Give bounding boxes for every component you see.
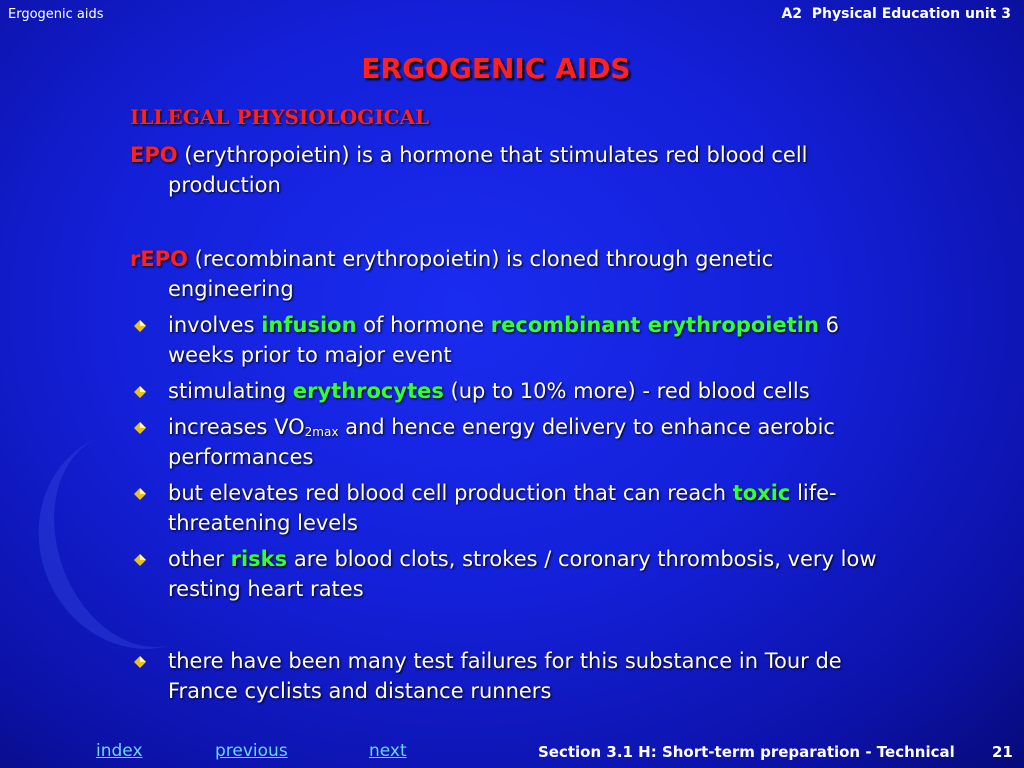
bullet-text: of hormone: [356, 313, 491, 337]
bullet-text: and hence energy delivery to enhance aerobic performances: [168, 415, 835, 469]
diamond-bullet-icon: [134, 386, 146, 398]
bullet-item: [130, 478, 900, 538]
diamond-bullet-icon: [134, 422, 146, 434]
spacer: [130, 200, 900, 236]
diamond-bullet-icon: [134, 320, 146, 332]
bullet-item: [130, 310, 900, 370]
repo-term: rEPO: [130, 247, 188, 271]
epo-text: (erythropoietin) is a hormone that stimulates red blood cell production: [168, 143, 808, 197]
bullet-text: stimulating: [168, 379, 293, 403]
bullet-highlight: recombinant erythropoietin: [490, 313, 819, 337]
next-link[interactable]: next: [369, 741, 407, 761]
repo-paragraph: [130, 244, 900, 304]
slide-content: [130, 100, 900, 706]
bullet-text: there have been many test failures for this substance in Tour de France cyclists and distance runners: [168, 649, 842, 703]
bullet-text: but elevates red blood cell production that can reach: [168, 481, 733, 505]
bullet-list: [130, 646, 900, 706]
bullet-highlight: erythrocytes: [292, 379, 444, 403]
diamond-bullet-icon: [134, 656, 146, 668]
bullet-highlight: toxic: [732, 481, 791, 505]
header-left-label: Ergogenic aids: [8, 7, 104, 22]
repo-text: (recombinant erythropoietin) is cloned through genetic engineering: [168, 247, 774, 301]
bullet-text: involves: [168, 313, 262, 337]
bullet-item: [130, 376, 900, 406]
subheading: ILLEGAL PHYSIOLOGICAL: [130, 105, 430, 129]
bullet-list: [130, 310, 900, 604]
subscript: 2max: [304, 425, 339, 439]
spacer: [130, 604, 900, 646]
bullet-item: [130, 412, 900, 472]
diamond-bullet-icon: [134, 554, 146, 566]
bullet-text: (up to 10% more) - red blood cells: [443, 379, 810, 403]
page-number: 21: [992, 743, 1013, 761]
bullet-text: are blood clots, strokes / coronary thrombosis, very low resting heart rates: [168, 547, 877, 601]
bullet-item: [130, 646, 900, 706]
bullet-text: life-threatening levels: [168, 481, 837, 535]
header-right-label: A2 Physical Education unit 3: [781, 6, 1011, 22]
bullet-text: 6 weeks prior to major event: [168, 313, 839, 367]
epo-paragraph: [130, 140, 900, 200]
previous-link[interactable]: previous: [215, 741, 288, 761]
diamond-bullet-icon: [134, 488, 146, 500]
bullet-text: increases VO: [168, 415, 305, 439]
bullet-highlight: infusion: [261, 313, 357, 337]
section-label: Section 3.1 H: Short-term preparation - Technical: [538, 743, 955, 761]
slide-title: ERGOGENIC AIDS: [361, 52, 631, 85]
bullet-highlight: risks: [230, 547, 288, 571]
bullet-item: [130, 544, 900, 604]
bullet-text: other: [168, 547, 231, 571]
index-link[interactable]: index: [96, 741, 143, 761]
epo-term: EPO: [130, 143, 178, 167]
